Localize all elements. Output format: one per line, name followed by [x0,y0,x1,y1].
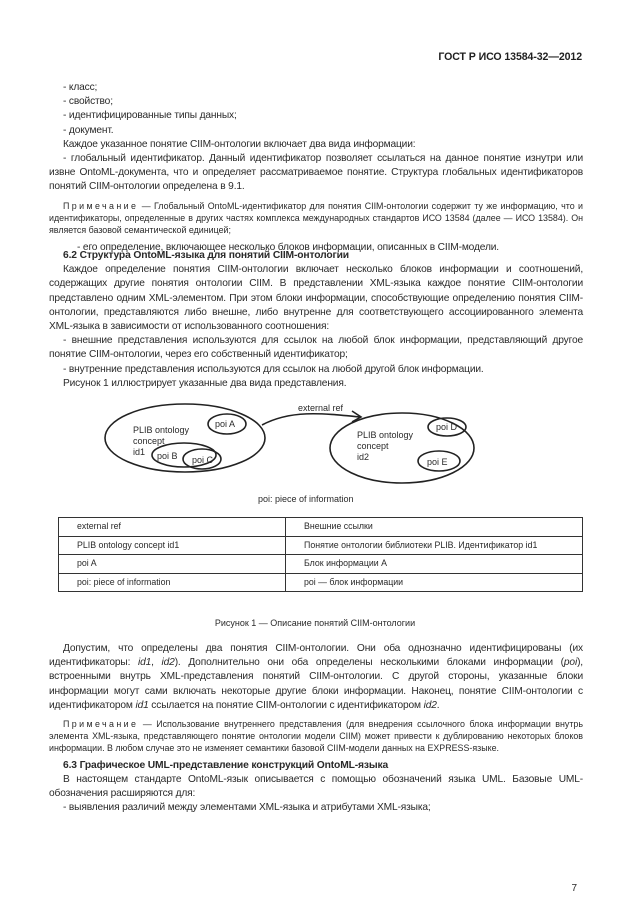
figure-1-legend-table [58,517,583,592]
note-text: — Глобальный OntoML-идентификатор для понятия CIIM-онтологии содержит ту же информацию, что и идентификаторы, определенные в других частях комплекса международных стандартов ИСО 13584 (далее — ИСО 13584). Он является базовой семантической единицей; [49,200,583,236]
legend-ru: poi — блок информации [286,573,583,592]
paragraph-global-id: - глобальный идентификатор. Данный идентификатор позволяет ссылаться на данное понятие изнутри или извне OntoML-документа, что и определяет рассматриваемое понятие. Структура глобальных идентификаторов понятий CIIM-онтологии определена в 9.1. [49,153,583,193]
text-run: ). Дополнительно они оба определены несколькими блоками информации ( [174,657,564,669]
concept1-label-line3: id1 [133,447,146,457]
external-ref-arrow [262,414,360,425]
section-heading: 6.2 Структура OntoML-языка для понятий CIIM-онтологии [63,250,349,261]
bullet: - выявления различий между элементами XML-языка и атрибутами XML-языка; [63,802,431,814]
concept-id1-ellipse [105,404,265,472]
note-label: Примечание [63,719,139,730]
text-run: , [151,657,162,669]
table-row [59,536,583,555]
paragraph-two-kinds: Каждое указанное понятие CIIM-онтологии включает два вида информации: [63,138,416,150]
list-item: - класс; [63,82,98,93]
legend-ru: Понятие онтологии библиотеки PLIB. Идентификатор id1 [286,536,583,555]
id2-italic: id2 [161,657,175,669]
concept1-label-line2: concept [133,436,165,446]
paragraph: Каждое определение понятия CIIM-онтологии включает несколько блоков информации и соотношений, содержащих другие понятия онтологии CIIM. В представлении XML-языка каждое понятие CIIM-онтологии представлено одним XML-элементом. При этом блоки информации, способствующие определению понятия CIIM-онтологии, представляются либо внешне, либо внутренне для соответствующего ассоциированного элемента XML-языка в зависимости от использованного соотношения: [49,264,583,333]
legend-en: poi: piece of information [59,573,286,592]
legend-en: external ref [59,518,286,537]
paragraph-suppose [49,642,583,713]
legend-en: PLIB ontology concept id1 [59,536,286,555]
id1-italic: id1 [135,699,149,711]
legend-en: poi A [59,555,286,574]
figure-1-diagram [0,395,630,515]
text-run: ), встроенными внутрь XML-представления понятий CIIM-онтологии. С другой стороны, указанные блоки информации могут сами включать некоторые другие блоки информации. Наконец, понятие CIIM-онтологии с идентификатором [49,657,583,711]
id2-italic: id2 [423,699,437,711]
note-label: Примечание [63,200,139,211]
list-item: - документ. [63,124,114,136]
table-row [59,555,583,574]
table-row [59,573,583,592]
paragraph: В настоящем стандарте OntoML-язык описывается с помощью обозначений языка UML. Базовые UML-обозначения расширяются для: [49,773,583,800]
paragraph-figure-ref: Рисунок 1 иллюстрирует указанные два вида представления. [63,377,347,389]
diagram-footnote: poi: piece of information [258,494,354,504]
bullet-internal: - внутренние представления используются для ссылок на любой другой блок информации. [63,363,484,375]
paragraph-definition: - его определение, включающее несколько блоков информации, описанных в CIIM-модели. [77,242,499,254]
poi-italic: poi [563,657,578,669]
bullet-external: - внешние представления используются для ссылок на любой блок информации, представляющий другое понятие CIIM-онтологии, через его собственный идентификатор; [49,335,583,361]
arrow-label: external ref [298,403,344,413]
legend-ru: Блок информации A [286,555,583,574]
concept2-label-line2: concept [357,441,389,451]
legend-ru: Внешние ссылки [286,518,583,537]
top-text-block [49,81,583,255]
section-6-2 [49,249,583,391]
concept1-label-line1: PLIB ontology [133,425,190,435]
note-1 [49,200,583,237]
text-run: . [436,699,440,711]
text-run: Допустим, что определены два понятия CIIM-онтологии. Они оба однозначно идентифицированы (их идентификаторы: [49,643,583,669]
poi-a-label: poi A [215,419,236,429]
list-item: - идентифицированные типы данных; [63,110,237,122]
standard-header: ГОСТ Р ИСО 13584-32—2012 [438,51,582,63]
figure-1-caption: Рисунок 1 — Описание понятий CIIM-онтологии [214,618,416,628]
poi-e-label: poi E [427,457,448,467]
poi-c-label: poi C [192,455,214,465]
note-2 [49,718,583,755]
concept2-label-line1: PLIB ontology [357,430,414,440]
list-item: - свойство; [63,96,113,108]
section-heading: 6.3 Графическое UML-представление конструкций OntoML-языка [63,759,389,771]
page-number: 7 [571,883,577,894]
table-row [59,518,583,537]
id1-italic: id1 [137,657,152,669]
poi-d-label: poi D [436,422,458,432]
poi-b-label: poi B [157,451,178,461]
concept2-label-line3: id2 [357,452,370,462]
note-text: — Использование внутреннего представления (для внедрения ссылочного блока информации внутрь элемента XML-языка, представляющего понятие онтологии модели CIIM) может привести к дублированию некоторых блоков информации. В любом случае это не изменяет семантики базовой CIIM-модели данных на EXPRESS-языке. [49,719,583,754]
lower-text-block [49,642,583,815]
text-run: ссылается на понятие CIIM-онтологии с идентификатором [148,699,424,711]
